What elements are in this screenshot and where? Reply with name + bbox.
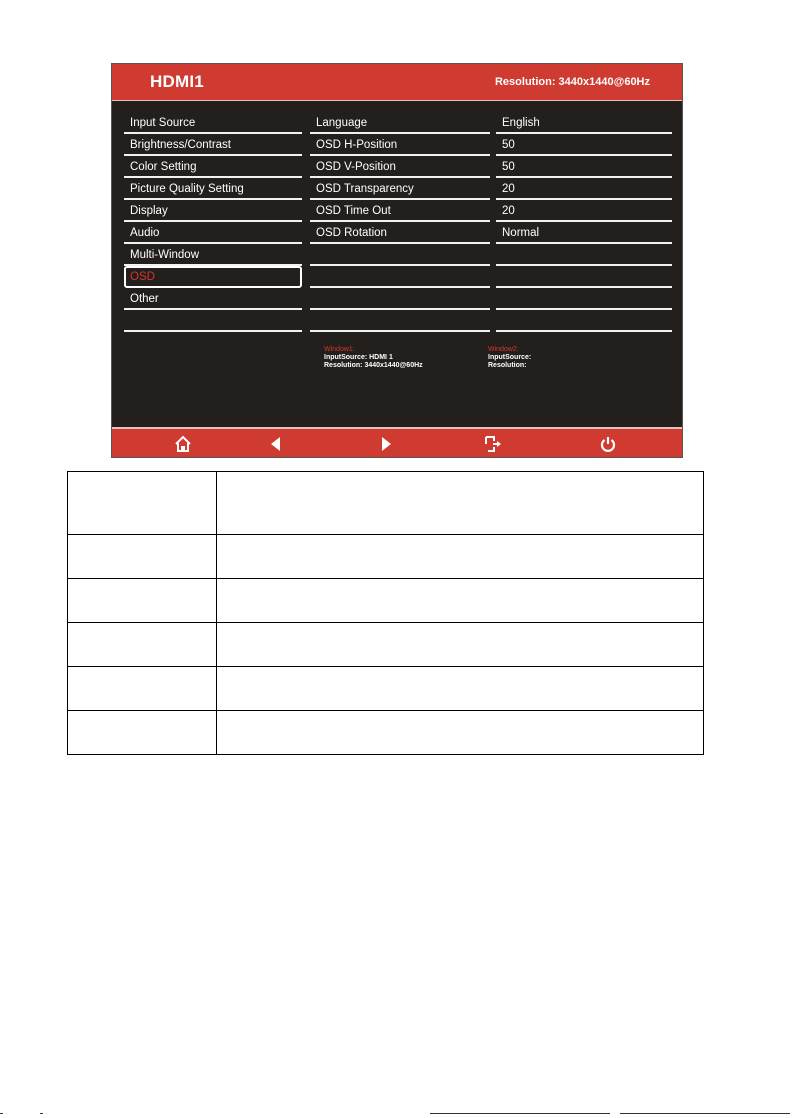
table-cell	[68, 472, 217, 535]
osd-menu-screen	[111, 63, 683, 458]
resolution-label: Resolution: 3440x1440@60Hz	[494, 76, 650, 88]
menu-item-color-setting[interactable]	[124, 156, 302, 178]
osd-footer	[112, 429, 683, 458]
osd-options	[310, 112, 490, 332]
value-label: 20	[502, 205, 515, 217]
window1-title: Window1:	[324, 346, 355, 353]
table-cell	[217, 472, 704, 535]
table-cell	[68, 711, 217, 755]
osd-header	[112, 64, 683, 100]
menu-item-osd[interactable]	[124, 266, 302, 288]
table-cell	[68, 579, 217, 623]
table-row	[68, 579, 704, 623]
header-divider	[112, 100, 683, 101]
page-edge-mark	[620, 1113, 790, 1114]
option-osd-h-position[interactable]	[310, 134, 490, 156]
menu-item-label: Color Setting	[130, 161, 197, 173]
page-edge-mark	[0, 1113, 3, 1114]
option-empty	[310, 310, 490, 332]
table-cell	[217, 535, 704, 579]
value-osd-transparency[interactable]	[496, 178, 672, 200]
option-empty	[310, 244, 490, 266]
menu-item-label: OSD	[130, 271, 155, 283]
menu-item-audio[interactable]	[124, 222, 302, 244]
home-icon[interactable]	[173, 434, 193, 454]
menu-item-empty	[124, 310, 302, 332]
value-language[interactable]	[496, 112, 672, 134]
input-title: HDMI1	[150, 72, 204, 91]
main-menu	[124, 112, 302, 332]
menu-item-input-source[interactable]	[124, 112, 302, 134]
window1-info	[324, 346, 423, 370]
table-row	[68, 711, 704, 755]
menu-item-label: Other	[130, 293, 159, 305]
option-label: OSD Rotation	[316, 227, 387, 239]
value-label: 50	[502, 161, 515, 173]
option-empty	[310, 288, 490, 310]
value-osd-time-out[interactable]	[496, 200, 672, 222]
value-empty	[496, 310, 672, 332]
value-empty	[496, 288, 672, 310]
option-osd-rotation[interactable]	[310, 222, 490, 244]
value-label: 50	[502, 139, 515, 151]
table-row	[68, 535, 704, 579]
table-row	[68, 472, 704, 535]
table-cell	[217, 667, 704, 711]
menu-item-label: Audio	[130, 227, 160, 239]
right-arrow-icon[interactable]	[376, 434, 396, 454]
menu-item-display[interactable]	[124, 200, 302, 222]
table-cell	[68, 623, 217, 667]
window2-input-source: InputSource:	[488, 354, 532, 361]
option-label: OSD H-Position	[316, 139, 398, 151]
window2-info	[488, 346, 531, 370]
page-edge-mark	[40, 1113, 43, 1114]
menu-item-brightness-contrast[interactable]	[124, 134, 302, 156]
value-label: English	[502, 117, 540, 129]
value-osd-v-position[interactable]	[496, 156, 672, 178]
option-language[interactable]	[310, 112, 490, 134]
value-empty	[496, 266, 672, 288]
power-icon[interactable]	[598, 434, 618, 454]
menu-item-label: Picture Quality Setting	[130, 183, 244, 195]
value-empty	[496, 244, 672, 266]
menu-item-multi-window[interactable]	[124, 244, 302, 266]
option-label: OSD V-Position	[316, 161, 396, 173]
menu-item-picture-quality[interactable]	[124, 178, 302, 200]
menu-item-other[interactable]	[124, 288, 302, 310]
window1-resolution: Resolution: 3440x1440@60Hz	[324, 362, 423, 369]
option-label: Language	[316, 117, 368, 129]
option-osd-transparency[interactable]	[310, 178, 490, 200]
menu-item-label: Brightness/Contrast	[130, 139, 231, 151]
window1-input-source: InputSource: HDMI 1	[324, 354, 393, 361]
table-cell	[68, 535, 217, 579]
option-osd-v-position[interactable]	[310, 156, 490, 178]
table-cell	[217, 711, 704, 755]
description-table	[67, 471, 704, 755]
table-cell	[68, 667, 217, 711]
option-osd-time-out[interactable]	[310, 200, 490, 222]
table-row	[68, 623, 704, 667]
exit-icon[interactable]	[483, 434, 503, 454]
menu-item-label: Multi-Window	[130, 249, 200, 261]
page-edge-mark	[430, 1113, 610, 1114]
table-cell	[217, 623, 704, 667]
value-osd-rotation[interactable]	[496, 222, 672, 244]
option-label: OSD Transparency	[316, 183, 414, 195]
window2-title: Window2:	[488, 346, 519, 353]
value-osd-h-position[interactable]	[496, 134, 672, 156]
osd-values	[496, 112, 672, 332]
table-row	[68, 667, 704, 711]
left-arrow-icon[interactable]	[266, 434, 286, 454]
option-label: OSD Time Out	[316, 205, 391, 217]
value-label: 20	[502, 183, 515, 195]
value-label: Normal	[502, 227, 540, 239]
menu-item-label: Input Source	[130, 117, 196, 129]
option-empty	[310, 266, 490, 288]
window2-resolution: Resolution:	[488, 362, 527, 369]
menu-item-label: Display	[130, 205, 168, 217]
table-cell	[217, 579, 704, 623]
